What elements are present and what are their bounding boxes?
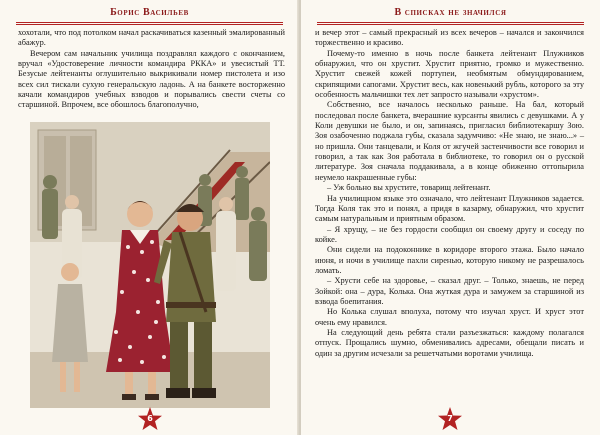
paragraph: На училищном языке это означало, что лейтенант Плужников задается. Тогда Коля так это и понял, а придя в казарму, обнаружил, что хрустит самым натуральным и приятным образом.: [315, 193, 584, 224]
right-body-text: [315, 28, 584, 359]
left-page: [0, 0, 299, 435]
left-header-title: Борис Васильев: [110, 7, 189, 18]
paragraph: Почему-то именно в ночь после банкета лейтенант Плужников обнаружил, что он хрустит. Хрустит приятно, громко и мужественно. Хрустит свежей кожей портупеи, необмятым обмундированием, скрипящими сапогами. Хрустит весь, как новенький рубль, которого за эту особенность мальчишки тех лет запросто называли «хрустом».: [315, 48, 584, 100]
header-rule-thin: [16, 24, 283, 25]
illustration-dance-scene: [30, 122, 270, 408]
paragraph: Собственно, все началось несколько раньше. На бал, который последовал после банкета, вчерашние курсанты явились с девушками. А у Коли девушки не было, и он, запинаясь, пригласил библиотекаршу Зою. Зоя озабоченно поджала губы, сказала задумчиво: «Не знаю, не знаю...» – но пришла. Они танцевали, и Коля от жгучей застенчивости все говорил и говорил, а так как Зоя работала в библиотеке, то говорил он о русской литературе. Зоя сначала поддакивала, а в конце обиженно оттопырила неумело накрашенные губы:: [315, 100, 584, 182]
header-rule: [317, 22, 584, 23]
left-running-header: [16, 7, 283, 25]
paragraph: Они сидели на подоконнике в коридоре второго этажа. Было начало июня, и ночи в училище пахли сиренью, которую никому не разрешалось ломать.: [315, 245, 584, 275]
right-page: [301, 0, 600, 435]
paragraph: Но Колька слушал вполуха, потому что изучал хруст. И хруст этот очень ему нравился.: [315, 307, 584, 327]
paragraph: – Я хрущу, – не без гордости сообщил он своему другу и соседу по койке.: [315, 224, 584, 244]
page-number-star: [137, 406, 163, 432]
right-header-title: В списках не значился: [394, 7, 507, 18]
header-rule: [16, 22, 283, 23]
left-page-number: 6: [147, 414, 153, 423]
page-number-star: [437, 406, 463, 432]
right-running-header: [317, 7, 584, 25]
paragraph: – Хрусти себе на здоровье, – сказал друг. – Только, знаешь, не перед Зойкой: она – дура, Колька. Она жуткая дура и замужем за старшиной из взвода боепитания.: [315, 276, 584, 306]
right-page-number: 7: [447, 414, 453, 423]
left-body-text: [18, 28, 285, 111]
paragraph: и вечер этот – самый прекрасный из всех вечеров – начался и закончился торжественно и красиво.: [315, 28, 584, 48]
header-rule-thin: [317, 24, 584, 25]
paragraph: – Уж больно вы хрустите, товарищ лейтенант.: [327, 183, 491, 193]
paragraph: На следующий день ребята стали разъезжаться: каждому полагался отпуск. Прощались шумно, обменивались адресами, обещали писать и один за другим исчезали за решетчатыми воротами училища.: [315, 327, 584, 358]
paragraph: Вечером сам начальник училища поздравлял каждого с окончанием, вручал «Удостоверение личности командира РККА» и увесистый ТТ. Безусые лейтенанты оглушительно выкрикивали номер пистолета и изо всех сил тискали сухую генеральскую ладонь. А на банкете восторженно качали командиров учебных взводов и порывались свести счеты со старшиной. Впрочем, все обошлось благополучно,: [18, 48, 285, 110]
paragraph: хохотали, что под потолком начал раскачиваться казенный эмалированный абажур.: [18, 28, 285, 48]
